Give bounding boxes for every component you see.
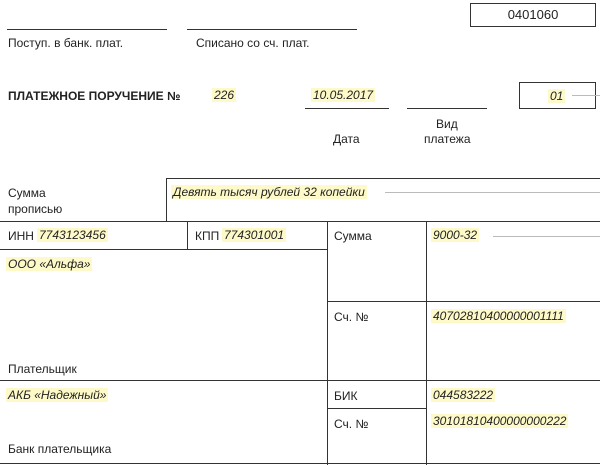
bik-value: 044583222	[433, 388, 494, 402]
date-label: Дата	[333, 132, 360, 146]
amount-label: Сумма	[334, 229, 372, 243]
payment-type-label-1: Вид	[436, 117, 458, 131]
payer-inn: 7743123456	[39, 228, 106, 242]
grid-line-top	[0, 221, 600, 222]
bank-name: АКБ «Надежный»	[8, 388, 107, 402]
corr-account-value: 30101810400000000222	[433, 414, 567, 428]
amount-trail-line	[493, 236, 600, 237]
grid-line-inn-bottom	[0, 249, 328, 250]
grid-line-kpp-divider	[187, 221, 188, 249]
grid-line-mid-vertical	[327, 221, 328, 465]
grid-line-bottom	[0, 463, 600, 464]
account-value: 40702810400000001111	[433, 309, 564, 323]
order-number: 226	[214, 88, 235, 102]
debited-label: Списано со сч. плат.	[196, 36, 310, 50]
amount-words-trail-line	[385, 192, 600, 193]
grid-line-right-vertical	[426, 221, 427, 465]
grid-line-payer-bottom	[0, 380, 600, 381]
kpp-label: КПП	[195, 229, 220, 243]
bik-label: БИК	[334, 389, 358, 403]
amount-words-top-line	[166, 178, 600, 179]
payer-label: Плательщик	[8, 362, 77, 376]
amount-words-divider	[166, 178, 167, 221]
order-date: 10.05.2017	[313, 88, 374, 102]
amount-words-value: Девять тысяч рублей 32 копейки	[173, 185, 365, 199]
amount-value: 9000-32	[433, 228, 478, 242]
grid-line-amount-bottom	[327, 301, 600, 302]
account-label: Сч. №	[334, 310, 369, 324]
bank-received-line	[7, 29, 167, 30]
corr-account-label: Сч. №	[334, 417, 369, 431]
status-code: 01	[550, 89, 564, 103]
grid-line-bik-bottom	[327, 408, 427, 409]
payment-type-label-2: платежа	[424, 132, 471, 146]
order-title: ПЛАТЕЖНОЕ ПОРУЧЕНИЕ №	[8, 89, 181, 103]
amount-words-label-2: прописью	[8, 202, 63, 216]
form-code: 0401060	[507, 7, 559, 22]
inn-label: ИНН	[8, 229, 34, 243]
date-line	[305, 108, 389, 109]
bank-label: Банк плательщика	[8, 442, 112, 456]
payer-name: ООО «Альфа»	[8, 257, 91, 271]
amount-words-label-1: Сумма	[8, 186, 46, 200]
debited-line	[187, 29, 357, 30]
bank-received-label: Поступ. в банк. плат.	[8, 36, 124, 50]
status-code-trail-line	[572, 95, 600, 96]
payment-type-line	[407, 108, 487, 109]
payer-kpp: 774301001	[224, 228, 285, 242]
form-code-box	[470, 3, 596, 27]
